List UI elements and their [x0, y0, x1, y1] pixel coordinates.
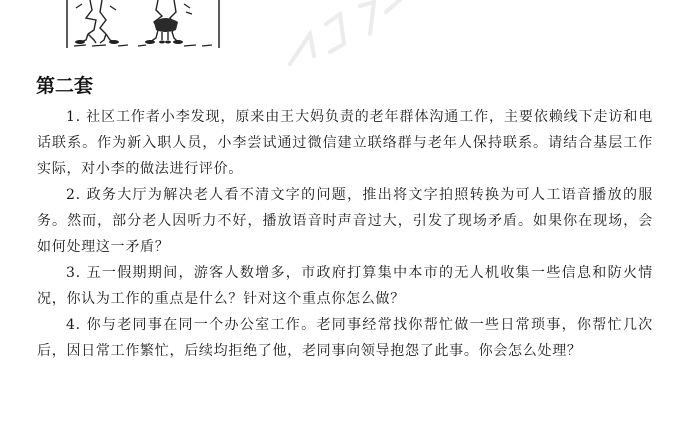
- question-item: 1. 社区工作者小李发现，原来由王大妈负责的老年群体沟通工作，主要依赖线下走访和电话联系。作为新入职人员，小李尝试通过微信建立联络群与老年人保持联系。请结合基层工作实际，对小李的做法进行评价。: [37, 109, 653, 177]
- question-item: 4. 你与老同事在同一个办公室工作。老同事经常找你帮忙做一些日常琐事，你帮忙几次后，因日常工作繁忙，后续均拒绝了他，老同事向领导抱怨了此事。你会怎么处理？: [37, 317, 653, 359]
- watermark-graphic: [270, 0, 420, 74]
- question-list: [37, 104, 653, 364]
- cartoon-illustration: [66, 0, 222, 50]
- cartoon-figures-icon: [66, 0, 222, 50]
- question-item: 2. 政务大厅为解决老人看不清文字的问题，推出将文字拍照转换为可人工语音播放的服务。然而，部分老人因听力不好，播放语音时声音过大，引发了现场矛盾。如果你在现场，会如何处理这一矛盾？: [37, 187, 653, 255]
- section-heading: 第二套: [36, 75, 94, 97]
- question-item: 3. 五一假期期间，游客人数增多，市政府打算集中本市的无人机收集一些信息和防火情况，你认为工作的重点是什么？针对这个重点你怎么做？: [37, 265, 653, 307]
